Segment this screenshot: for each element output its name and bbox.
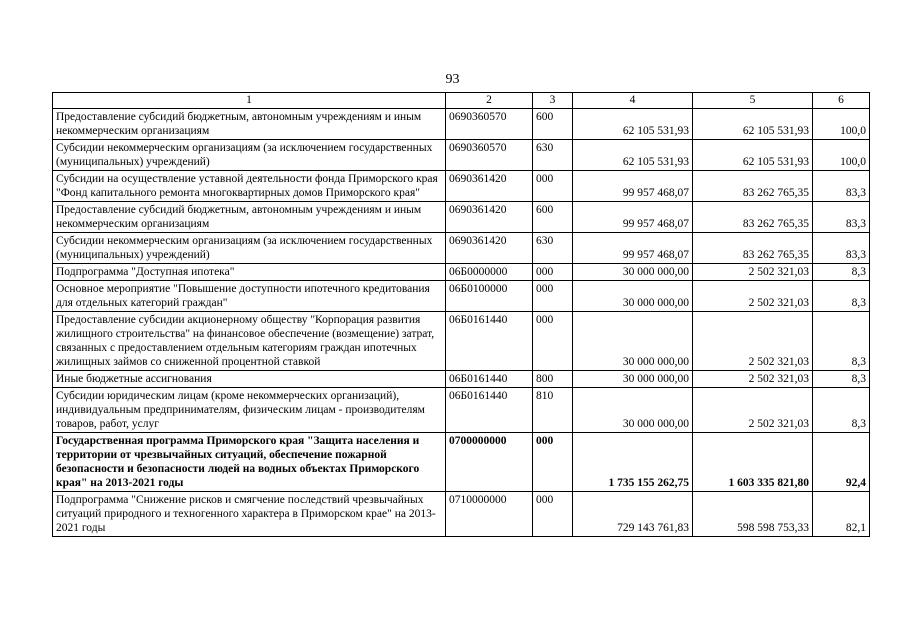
expense-type-code: 000 — [533, 492, 573, 537]
planned-amount: 30 000 000,00 — [573, 312, 693, 371]
table-row — [53, 264, 870, 281]
execution-percent: 83,3 — [813, 171, 870, 202]
planned-amount: 30 000 000,00 — [573, 281, 693, 312]
item-name: Предоставление субсидий бюджетным, автономным учреждениям и иным некоммерческим организациям — [53, 202, 446, 233]
execution-percent: 83,3 — [813, 202, 870, 233]
executed-amount: 83 262 765,35 — [693, 233, 813, 264]
table-row — [53, 171, 870, 202]
execution-percent: 8,3 — [813, 312, 870, 371]
executed-amount: 83 262 765,35 — [693, 171, 813, 202]
executed-amount: 2 502 321,03 — [693, 264, 813, 281]
target-code: 0690360570 — [446, 140, 533, 171]
table-row — [53, 233, 870, 264]
target-code: 0710000000 — [446, 492, 533, 537]
executed-amount: 598 598 753,33 — [693, 492, 813, 537]
planned-amount: 1 735 155 262,75 — [573, 433, 693, 492]
table-body — [53, 93, 870, 537]
item-name: Государственная программа Приморского края "Защита населения и территории от чрезвычайных ситуаций, обеспечение пожарной безопасности и безопасности людей на водных объектах Приморского края" на 2013-2021 годы — [53, 433, 446, 492]
execution-percent: 8,3 — [813, 281, 870, 312]
target-code: 06Б0161440 — [446, 388, 533, 433]
execution-percent: 82,1 — [813, 492, 870, 537]
planned-amount: 729 143 761,83 — [573, 492, 693, 537]
header-row — [53, 93, 870, 109]
expense-type-code: 630 — [533, 233, 573, 264]
execution-percent: 83,3 — [813, 233, 870, 264]
planned-amount: 99 957 468,07 — [573, 171, 693, 202]
expense-type-code: 000 — [533, 433, 573, 492]
column-header: 3 — [533, 93, 573, 109]
item-name: Предоставление субсидии акционерному обществу "Корпорация развития жилищного строительства" на финансовое обеспечение (возмещение) затрат, связанных с предоставлением отдельным категориям граждан ипотечных жилищных займов со сниженной процентной ставкой — [53, 312, 446, 371]
executed-amount: 62 105 531,93 — [693, 109, 813, 140]
planned-amount: 99 957 468,07 — [573, 202, 693, 233]
item-name: Субсидии некоммерческим организациям (за исключением государственных (муниципальных) учреждений) — [53, 140, 446, 171]
item-name: Подпрограмма "Доступная ипотека" — [53, 264, 446, 281]
target-code: 06Б0100000 — [446, 281, 533, 312]
target-code: 0700000000 — [446, 433, 533, 492]
target-code: 0690361420 — [446, 202, 533, 233]
execution-percent: 92,4 — [813, 433, 870, 492]
column-header: 1 — [53, 93, 446, 109]
expense-type-code: 630 — [533, 140, 573, 171]
item-name: Предоставление субсидий бюджетным, автономным учреждениям и иным некоммерческим организациям — [53, 109, 446, 140]
expense-type-code: 000 — [533, 171, 573, 202]
item-name: Основное мероприятие "Повышение доступности ипотечного кредитования для отдельных категорий граждан" — [53, 281, 446, 312]
table-row — [53, 312, 870, 371]
target-code: 0690361420 — [446, 233, 533, 264]
execution-percent: 100,0 — [813, 109, 870, 140]
expense-type-code: 000 — [533, 281, 573, 312]
budget-table — [52, 92, 870, 537]
executed-amount: 62 105 531,93 — [693, 140, 813, 171]
execution-percent: 8,3 — [813, 264, 870, 281]
item-name: Субсидии юридическим лицам (кроме некоммерческих организаций), индивидуальным предпринимателям, физическим лицам - производителям товаров, работ, услуг — [53, 388, 446, 433]
expense-type-code: 600 — [533, 202, 573, 233]
item-name: Субсидии на осуществление уставной деятельности фонда Приморского края "Фонд капитального ремонта многоквартирных домов Приморского края" — [53, 171, 446, 202]
target-code: 0690360570 — [446, 109, 533, 140]
planned-amount: 30 000 000,00 — [573, 371, 693, 388]
executed-amount: 2 502 321,03 — [693, 371, 813, 388]
planned-amount: 62 105 531,93 — [573, 109, 693, 140]
column-header: 2 — [446, 93, 533, 109]
expense-type-code: 600 — [533, 109, 573, 140]
table-row — [53, 388, 870, 433]
execution-percent: 8,3 — [813, 388, 870, 433]
table-row — [53, 433, 870, 492]
planned-amount: 30 000 000,00 — [573, 388, 693, 433]
item-name: Подпрограмма "Снижение рисков и смягчение последствий чрезвычайных ситуаций природного и техногенного характера в Приморском крае" на 2013-2021 годы — [53, 492, 446, 537]
executed-amount: 1 603 335 821,80 — [693, 433, 813, 492]
table-row — [53, 371, 870, 388]
item-name: Иные бюджетные ассигнования — [53, 371, 446, 388]
table-row — [53, 109, 870, 140]
planned-amount: 99 957 468,07 — [573, 233, 693, 264]
executed-amount: 2 502 321,03 — [693, 312, 813, 371]
page-number: 93 — [445, 72, 460, 87]
expense-type-code: 800 — [533, 371, 573, 388]
planned-amount: 62 105 531,93 — [573, 140, 693, 171]
target-code: 0690361420 — [446, 171, 533, 202]
table-row — [53, 492, 870, 537]
target-code: 06Б0161440 — [446, 371, 533, 388]
column-header: 5 — [693, 93, 813, 109]
table-row — [53, 202, 870, 233]
expense-type-code: 810 — [533, 388, 573, 433]
column-header: 6 — [813, 93, 870, 109]
column-header: 4 — [573, 93, 693, 109]
planned-amount: 30 000 000,00 — [573, 264, 693, 281]
executed-amount: 2 502 321,03 — [693, 388, 813, 433]
executed-amount: 83 262 765,35 — [693, 202, 813, 233]
table-row — [53, 140, 870, 171]
expense-type-code: 000 — [533, 312, 573, 371]
execution-percent: 8,3 — [813, 371, 870, 388]
execution-percent: 100,0 — [813, 140, 870, 171]
target-code: 06Б0161440 — [446, 312, 533, 371]
executed-amount: 2 502 321,03 — [693, 281, 813, 312]
expense-type-code: 000 — [533, 264, 573, 281]
item-name: Субсидии некоммерческим организациям (за исключением государственных (муниципальных) учреждений) — [53, 233, 446, 264]
table-row — [53, 281, 870, 312]
target-code: 06Б0000000 — [446, 264, 533, 281]
